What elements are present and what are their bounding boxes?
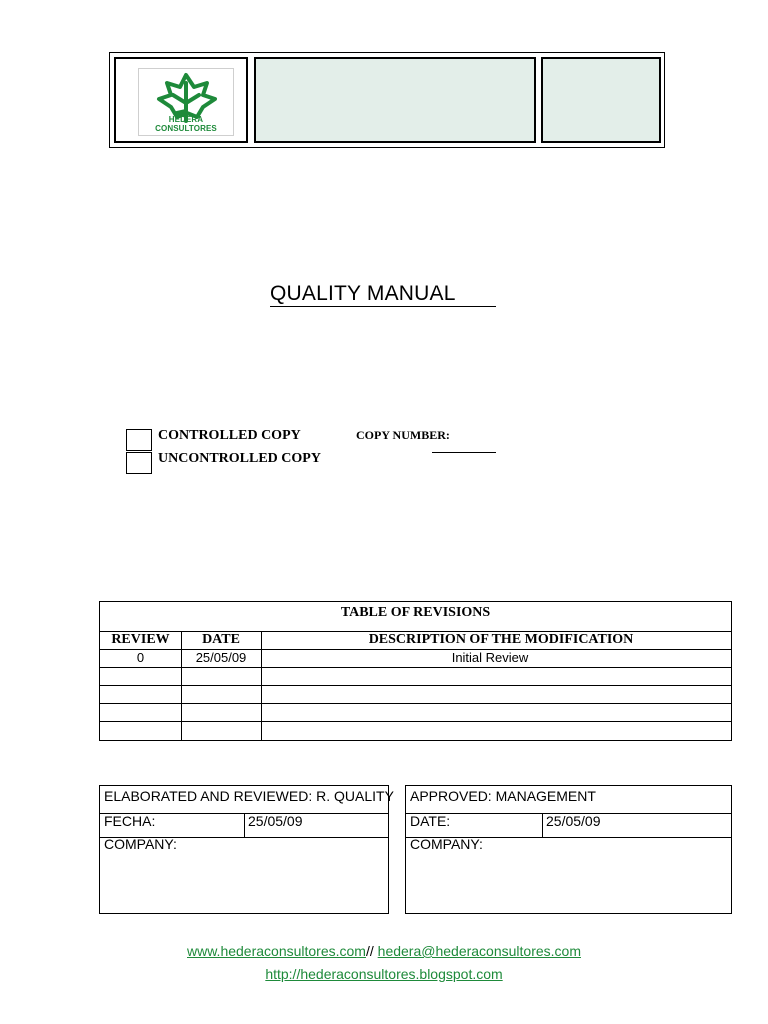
document-title: QUALITY MANUAL bbox=[270, 282, 496, 307]
document-header bbox=[109, 52, 665, 148]
revision-review-cell: 0 bbox=[136, 650, 145, 665]
footer-contact-line bbox=[0, 943, 768, 959]
controlled-copy-checkbox[interactable] bbox=[126, 429, 152, 451]
logo-cell bbox=[114, 57, 248, 143]
uncontrolled-copy-label: UNCONTROLLED COPY bbox=[158, 451, 321, 466]
elaborated-reviewed-title: ELABORATED AND REVIEWED: R. QUALITY bbox=[104, 788, 394, 804]
copy-number-label: COPY NUMBER: bbox=[356, 428, 450, 442]
logo-text: HEDERA CONSULTORES bbox=[155, 115, 217, 133]
uncontrolled-copy-checkbox[interactable] bbox=[126, 452, 152, 474]
column-header-description: DESCRIPTION OF THE MODIFICATION bbox=[368, 632, 634, 647]
revision-description-cell: Initial Review bbox=[451, 650, 529, 665]
column-header-date: DATE bbox=[202, 632, 240, 647]
fecha-label: FECHA: bbox=[104, 813, 156, 829]
date-label: DATE: bbox=[410, 813, 451, 829]
fecha-value: 25/05/09 bbox=[248, 813, 303, 829]
revisions-table-caption: TABLE OF REVISIONS bbox=[100, 602, 731, 632]
column-header-review: REVIEW bbox=[111, 632, 170, 647]
blog-link[interactable]: http://hederaconsultores.blogspot.com bbox=[265, 966, 503, 982]
email-link[interactable]: hedera@hederaconsultores.com bbox=[377, 943, 581, 959]
copy-number-field[interactable] bbox=[432, 452, 496, 453]
company-logo bbox=[138, 68, 234, 136]
header-code-cell bbox=[541, 57, 661, 143]
date-value: 25/05/09 bbox=[546, 813, 601, 829]
footer-separator: // bbox=[365, 943, 378, 959]
revision-date-cell: 25/05/09 bbox=[195, 650, 247, 665]
header-title-cell bbox=[254, 57, 536, 143]
elaborated-reviewed-box bbox=[99, 785, 394, 914]
footer-blog-line bbox=[0, 966, 768, 982]
controlled-copy-label: CONTROLLED COPY bbox=[158, 428, 301, 443]
approved-box bbox=[405, 785, 732, 914]
revisions-table bbox=[99, 601, 732, 741]
company-label-right: COMPANY: bbox=[410, 836, 483, 852]
website-link[interactable]: www.hederaconsultores.com bbox=[187, 943, 366, 959]
approved-title: APPROVED: MANAGEMENT bbox=[410, 788, 596, 804]
company-label-left: COMPANY: bbox=[104, 836, 177, 852]
